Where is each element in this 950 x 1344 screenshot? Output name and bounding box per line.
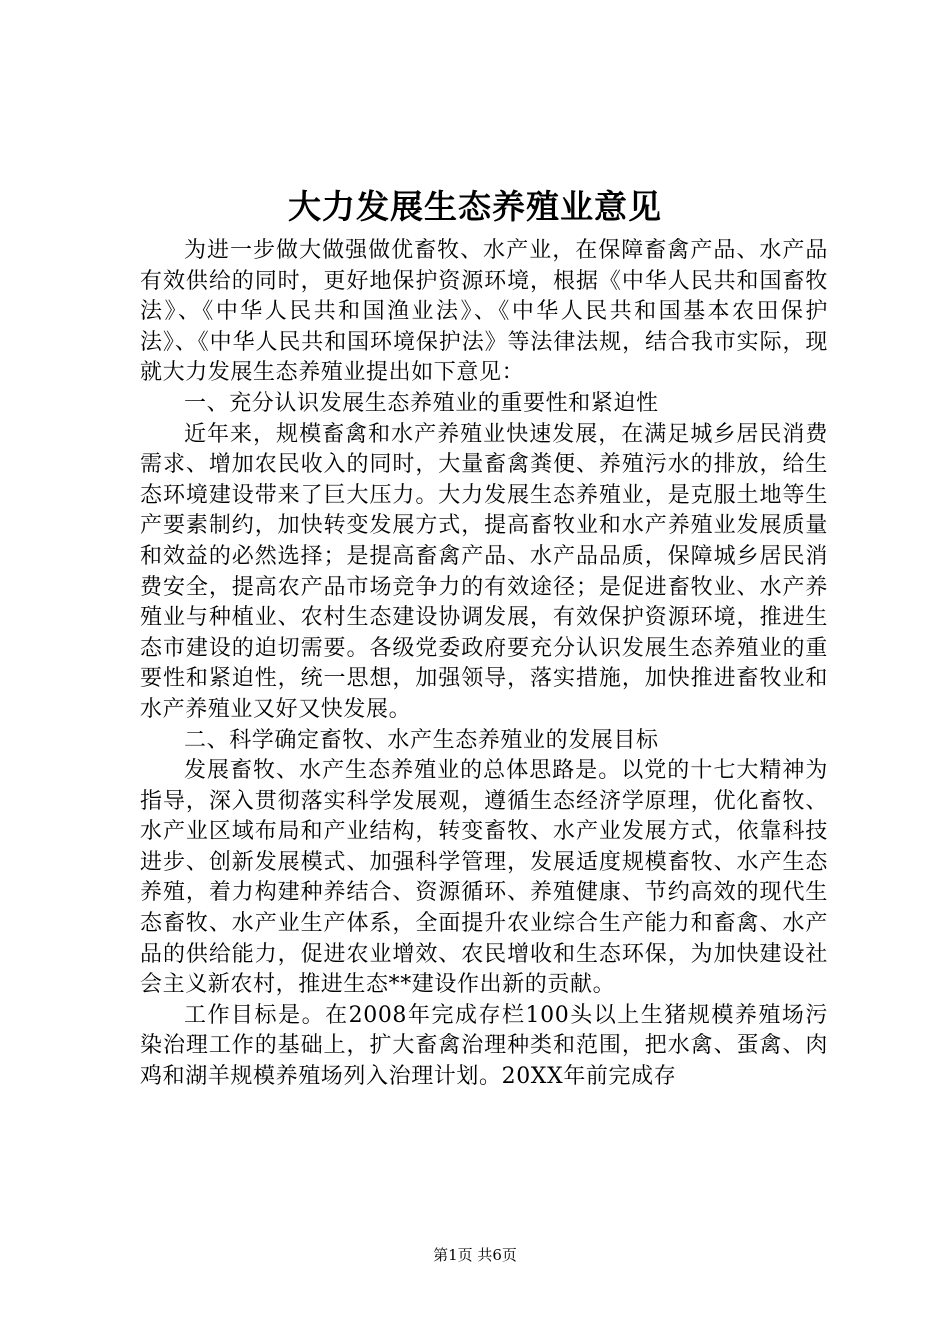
section-2-paragraph: 发展畜牧、水产生态养殖业的总体思路是。以党的十七大精神为指导，深入贯彻落实科学发展观，遵循生态经济学原理，优化畜牧、水产业区域布局和产业结构，转变畜牧、水产业发展方式，依靠科技进步、创新发展模式、加强科学管理，发展适度规模畜牧、水产生态养殖，着力构建种养结合、资源循环、养殖健康、节约高效的现代生态畜牧、水产业生产体系，全面提升农业综合生产能力和畜禽、水产品的供给能力，促进农业增效、农民增收和生态环保，为加快建设社会主义新农村，推进生态**建设作出新的贡献。 [140, 758, 828, 998]
document-title: 大力发展生态养殖业意见 [288, 187, 662, 226]
section-heading-1: 一、充分认识发展生态养殖业的重要性和紧迫性 [184, 390, 659, 416]
work-goals-paragraph: 工作目标是。在2008年完成存栏100头以上生猪规模养殖场污染治理工作的基础上，扩大畜禽治理种类和范围，把水禽、蛋禽、肉鸡和湖羊规模养殖场列入治理计划。20XX年前完成存 [140, 1002, 828, 1090]
section-1-paragraph: 近年来，规模畜禽和水产养殖业快速发展，在满足城乡居民消费需求、增加农民收入的同时，大量畜禽粪便、养殖污水的排放，给生态环境建设带来了巨大压力。大力发展生态养殖业，是克服土地等生产要素制约，加快转变发展方式，提高畜牧业和水产养殖业发展质量和效益的必然选择；是提高畜禽产品、水产品品质，保障城乡居民消费安全，提高农产品市场竞争力的有效途径；是促进畜牧业、水产养殖业与种植业、农村生态建设协调发展，有效保护资源环境，推进生态市建设的迫切需要。各级党委政府要充分认识发展生态养殖业的重要性和紧迫性，统一思想，加强领导，落实措施，加快推进畜牧业和水产养殖业又好又快发展。 [140, 421, 828, 722]
section-heading-2: 二、科学确定畜牧、水产生态养殖业的发展目标 [184, 727, 659, 753]
document-body [140, 236, 828, 1093]
page-number-footer: 第1页 共6页 [433, 1246, 517, 1264]
intro-paragraph: 为进一步做大做强做优畜牧、水产业，在保障畜禽产品、水产品有效供给的同时，更好地保护资源环境，根据《中华人民共和国畜牧法》、《中华人民共和国渔业法》、《中华人民共和国基本农田保护法》、《中华人民共和国环境保护法》等法律法规，结合我市实际，现就大力发展生态养殖业提出如下意见： [140, 238, 828, 386]
